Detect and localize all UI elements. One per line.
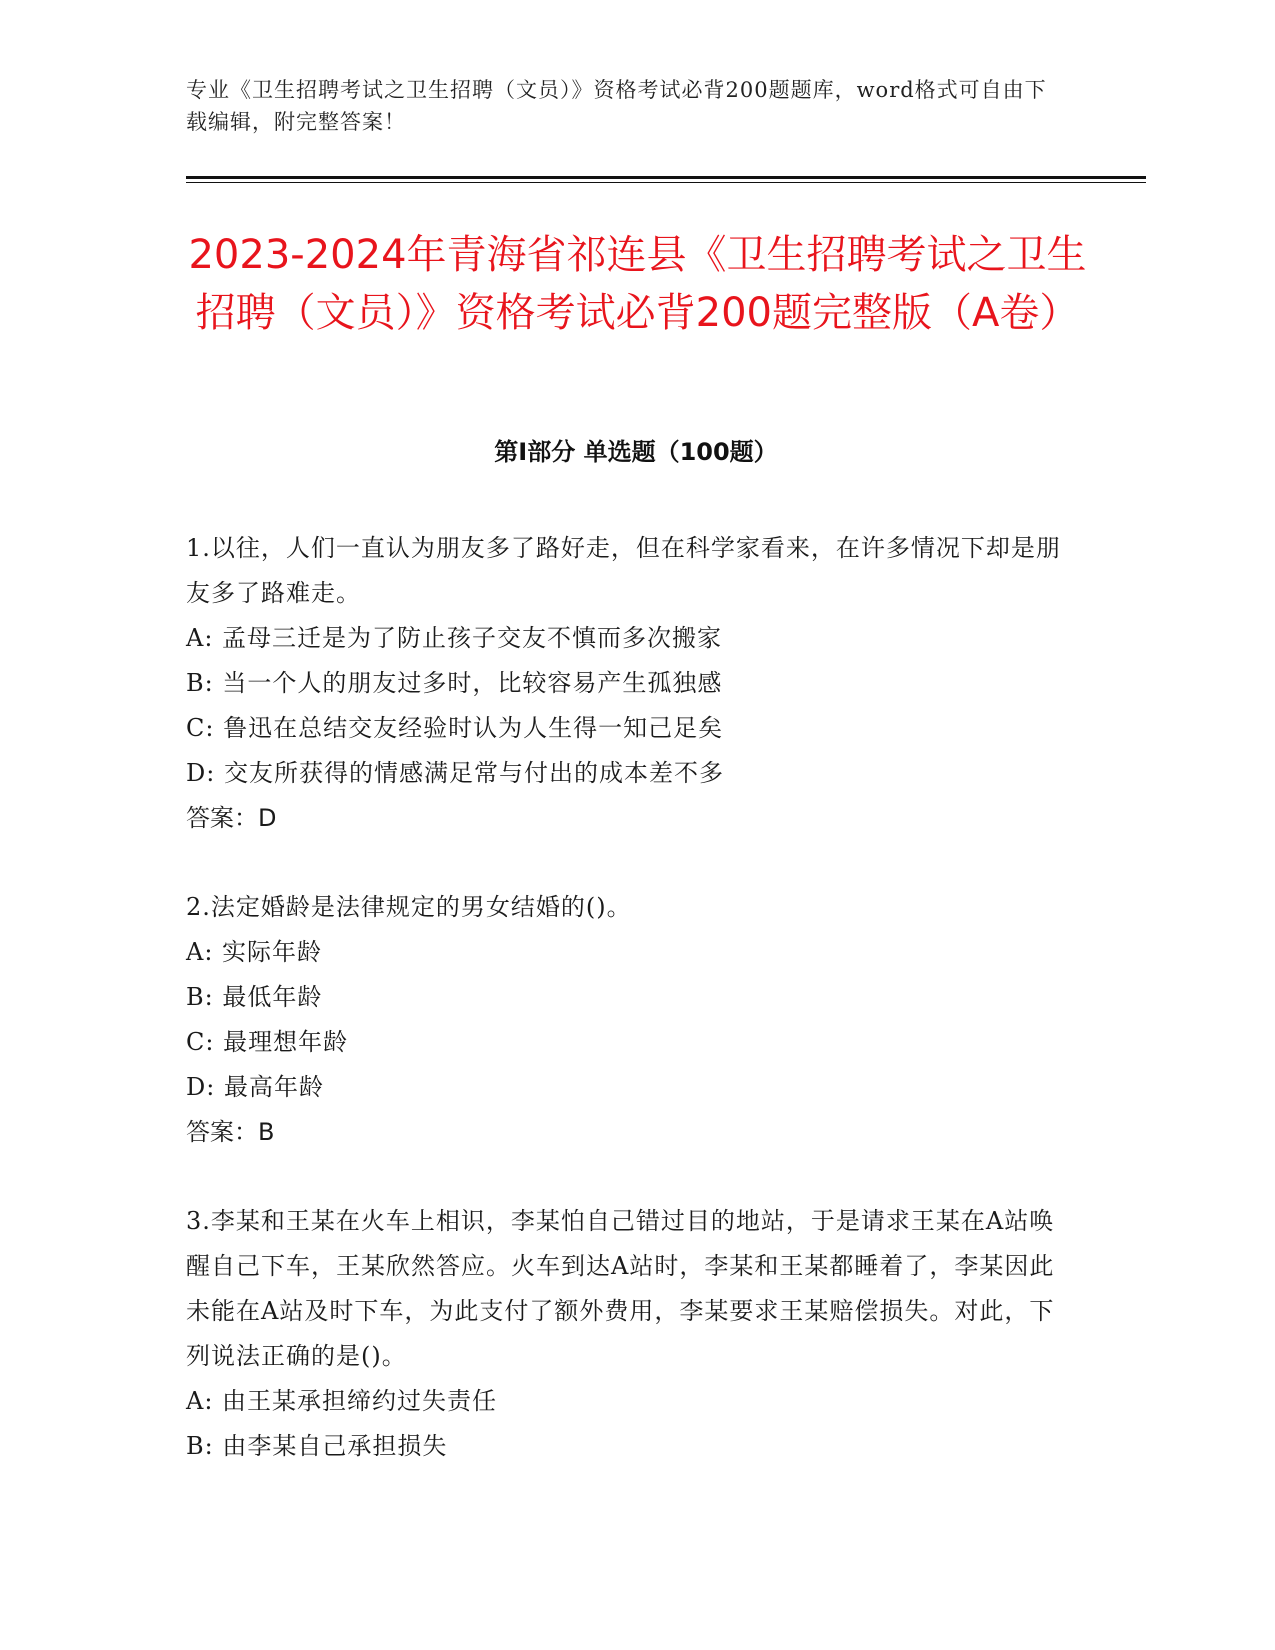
option-d: D: 最高年龄 — [186, 1073, 324, 1101]
question-stem: 1.以往，人们一直认为朋友多了路好走，但在科学家看来，在许多情况下却是朋友多了路难走。 — [186, 534, 1061, 607]
option-b: B: 当一个人的朋友过多时，比较容易产生孤独感 — [186, 669, 723, 697]
header-rule-thick — [186, 176, 1146, 179]
question-list — [186, 526, 1066, 1513]
header-rule-thin — [186, 182, 1146, 183]
answer-text: 答案：B — [186, 1118, 275, 1146]
option-d: D: 交友所获得的情感满足常与付出的成本差不多 — [186, 759, 724, 787]
option-c: C: 最理想年龄 — [186, 1028, 349, 1056]
question-stem: 2.法定婚龄是法律规定的男女结婚的()。 — [186, 893, 632, 921]
option-b: B: 由李某自己承担损失 — [186, 1432, 448, 1460]
question-3 — [186, 1199, 1066, 1469]
option-c: C: 鲁迅在总结交友经验时认为人生得一知己足矣 — [186, 714, 724, 742]
option-a: A: 实际年龄 — [186, 938, 323, 966]
option-a: A: 孟母三迁是为了防止孩子交友不慎而多次搬家 — [186, 624, 723, 652]
question-stem: 3.李某和王某在火车上相识，李某怕自己错过目的地站，于是请求王某在A站唤醒自己下车，王某欣然答应。火车到达A站时，李某和王某都睡着了，李某因此未能在A站及时下车，为此支付了额外费用，李某要求王某赔偿损失。对此，下列说法正确的是()。 — [186, 1207, 1055, 1370]
section-heading: 第Ⅰ部分 单选题（100题） — [494, 438, 778, 466]
document-title: 2023-2024年青海省祁连县《卫生招聘考试之卫生招聘（文员）》资格考试必背200题完整版（A卷） — [188, 232, 1087, 336]
question-2 — [186, 885, 1066, 1155]
option-b: B: 最低年龄 — [186, 983, 323, 1011]
answer-text: 答案：D — [186, 804, 277, 832]
header-note: 专业《卫生招聘考试之卫生招聘（文员）》资格考试必背200题题库，word格式可自由下载编辑，附完整答案！ — [186, 78, 1047, 134]
question-1 — [186, 526, 1066, 841]
option-a: A: 由王某承担缔约过失责任 — [186, 1387, 498, 1415]
